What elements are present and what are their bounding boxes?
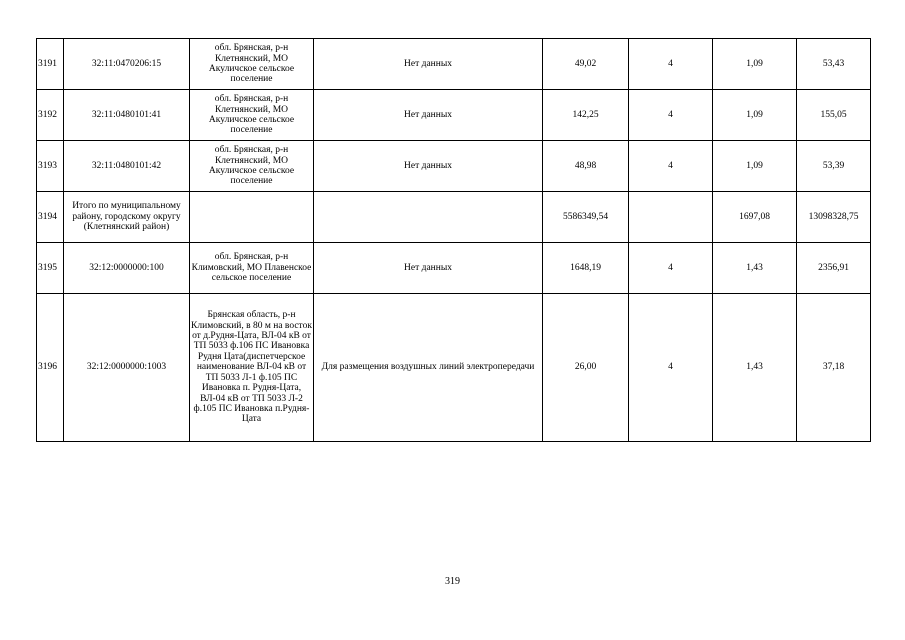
land-purpose: Нет данных — [314, 243, 543, 294]
address: Брянская область, р-н Климовский, в 80 м на восток от д.Рудня-Цата, ВЛ-04 кВ от ТП 5033 ф.106 ПС Ивановка Рудня Цата(диспетчерское наименование ВЛ-04 кВ от ТП 5033 Л-1 ф.105 ПС Ивановка п. Рудня-Цата, ВЛ-04 кВ от ТП 5033 Л-2 ф.105 ПС Ивановка п.Рудня-Цата — [190, 294, 314, 442]
rate: 1,09 — [713, 141, 797, 192]
table-row — [37, 39, 871, 90]
category: 4 — [629, 39, 713, 90]
row-number: 3192 — [37, 90, 64, 141]
total-label: Итого по муниципальному району, городскому округу (Клетнянский район) — [64, 192, 190, 243]
rate: 1697,08 — [713, 192, 797, 243]
table-row-total — [37, 192, 871, 243]
row-number: 3196 — [37, 294, 64, 442]
value: 37,18 — [797, 294, 871, 442]
area: 5586349,54 — [543, 192, 629, 243]
land-purpose: Для размещения воздушных линий электропередачи — [314, 294, 543, 442]
land-purpose: Нет данных — [314, 39, 543, 90]
data-table — [36, 38, 871, 442]
row-number: 3193 — [37, 141, 64, 192]
area: 26,00 — [543, 294, 629, 442]
area: 48,98 — [543, 141, 629, 192]
address: обл. Брянская, р-н Климовский, МО Плавенское сельское поселение — [190, 243, 314, 294]
cadastral-number: 32:11:0480101:42 — [64, 141, 190, 192]
row-number: 3191 — [37, 39, 64, 90]
value: 13098328,75 — [797, 192, 871, 243]
row-number: 3195 — [37, 243, 64, 294]
land-purpose: Нет данных — [314, 141, 543, 192]
category: 4 — [629, 243, 713, 294]
value: 155,05 — [797, 90, 871, 141]
land-purpose — [314, 192, 543, 243]
row-number: 3194 — [37, 192, 64, 243]
cadastral-number: 32:12:0000000:1003 — [64, 294, 190, 442]
rate: 1,43 — [713, 243, 797, 294]
category — [629, 192, 713, 243]
cadastral-number: 32:11:0470206:15 — [64, 39, 190, 90]
value: 53,43 — [797, 39, 871, 90]
cadastral-number: 32:11:0480101:41 — [64, 90, 190, 141]
rate: 1,09 — [713, 39, 797, 90]
area: 1648,19 — [543, 243, 629, 294]
rate: 1,43 — [713, 294, 797, 442]
category: 4 — [629, 294, 713, 442]
address — [190, 192, 314, 243]
address: обл. Брянская, р-н Клетнянский, МО Акуличское сельское поселение — [190, 39, 314, 90]
address: обл. Брянская, р-н Клетнянский, МО Акуличское сельское поселение — [190, 90, 314, 141]
rate: 1,09 — [713, 90, 797, 141]
table-row — [37, 90, 871, 141]
table-row — [37, 141, 871, 192]
address: обл. Брянская, р-н Клетнянский, МО Акуличское сельское поселение — [190, 141, 314, 192]
value: 2356,91 — [797, 243, 871, 294]
table-row — [37, 243, 871, 294]
value: 53,39 — [797, 141, 871, 192]
area: 49,02 — [543, 39, 629, 90]
category: 4 — [629, 90, 713, 141]
table-row — [37, 294, 871, 442]
area: 142,25 — [543, 90, 629, 141]
land-purpose: Нет данных — [314, 90, 543, 141]
category: 4 — [629, 141, 713, 192]
page-number: 319 — [445, 576, 460, 587]
cadastral-number: 32:12:0000000:100 — [64, 243, 190, 294]
